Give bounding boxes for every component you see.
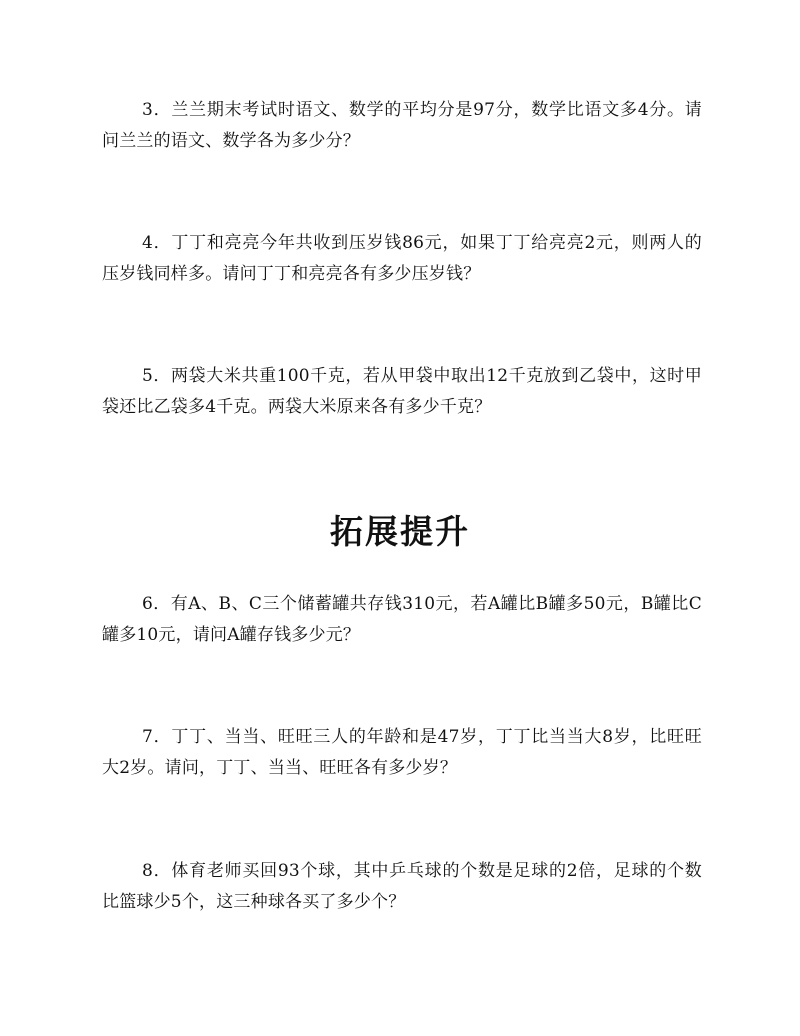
problem-8: 8．体育老师买回93个球，其中乒乓球的个数是足球的2倍，足球的个数比篮球少5个，这三种球各买了多少个？ <box>102 861 702 912</box>
problem-3: 3．兰兰期末考试时语文、数学的平均分是97分，数学比语文多4分。请问兰兰的语文、数学各为多少分？ <box>102 100 702 151</box>
problem-5: 5．两袋大米共重100千克，若从甲袋中取出12千克放到乙袋中，这时甲袋还比乙袋多4千克。两袋大米原来各有多少千克？ <box>102 366 702 417</box>
problem-6: 6．有A、B、C三个储蓄罐共存钱310元，若A罐比B罐多50元，B罐比C罐多10元，请问A罐存钱多少元？ <box>102 594 702 645</box>
problem-7: 7．丁丁、当当、旺旺三人的年龄和是47岁，丁丁比当当大8岁，比旺旺大2岁。请问，丁丁、当当、旺旺各有多少岁？ <box>102 727 702 778</box>
section-title: 拓展提升 <box>330 512 470 551</box>
problem-4: 4．丁丁和亮亮今年共收到压岁钱86元，如果丁丁给亮亮2元，则两人的压岁钱同样多。请问丁丁和亮亮各有多少压岁钱？ <box>102 233 702 284</box>
